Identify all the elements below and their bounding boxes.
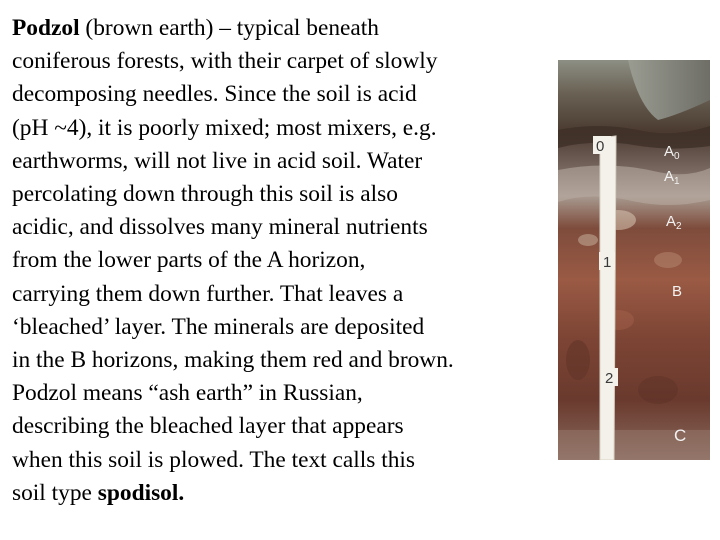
text-line-9: carrying them down further. That leaves a: [12, 280, 404, 307]
term-spodisol: spodisol.: [97, 479, 185, 506]
text-line-13: describing the bleached layer that appears: [12, 413, 404, 440]
scale-label-2: 2: [605, 370, 614, 387]
text-line-6: percolating down through this soil is also: [12, 181, 398, 208]
text-line-5: earthworms, will not live in acid soil. Water: [12, 147, 423, 174]
horizon-label-a1: $A_1$: [664, 168, 680, 187]
text-line-12: Podzol means “ash earth” in Russian,: [12, 380, 363, 407]
horizon-label-c: C: [674, 426, 687, 445]
text-line-11: in the B horizons, making them red and brown.: [12, 347, 454, 374]
soil-body: [558, 60, 710, 460]
measuring-stick: [600, 136, 616, 460]
horizon-label-b: B: [672, 283, 683, 300]
text-line-3: decomposing needles. Since the soil is acid: [12, 81, 417, 108]
text-line-10: ‘bleached’ layer. The minerals are deposited: [12, 313, 425, 340]
text-line-14: when this soil is plowed. The text calls this: [12, 446, 416, 473]
text-line-4: (pH ~4), it is poorly mixed; most mixers, e.g.: [12, 114, 437, 141]
text-line-1: Podzol (brown earth) – typical beneath: [12, 15, 379, 41]
soil-profile-image: [558, 60, 710, 460]
horizon-label-a2: $A_2$: [666, 213, 682, 232]
horizon-label-a0: $A_0$: [664, 143, 680, 162]
scale-label-1: 1: [603, 254, 612, 271]
text-line-2: coniferous forests, with their carpet of slowly: [12, 48, 438, 75]
text-line-8: from the lower parts of the A horizon,: [12, 247, 366, 274]
podzol-description: [12, 12, 557, 510]
scale-label-0: 0: [596, 138, 605, 155]
text-line-15: soil type spodisol.: [12, 479, 185, 506]
term-podzol: Podzol: [12, 15, 80, 41]
text-line-7: acidic, and dissolves many mineral nutrients: [12, 214, 428, 241]
soil-profile-photo: [558, 60, 710, 460]
